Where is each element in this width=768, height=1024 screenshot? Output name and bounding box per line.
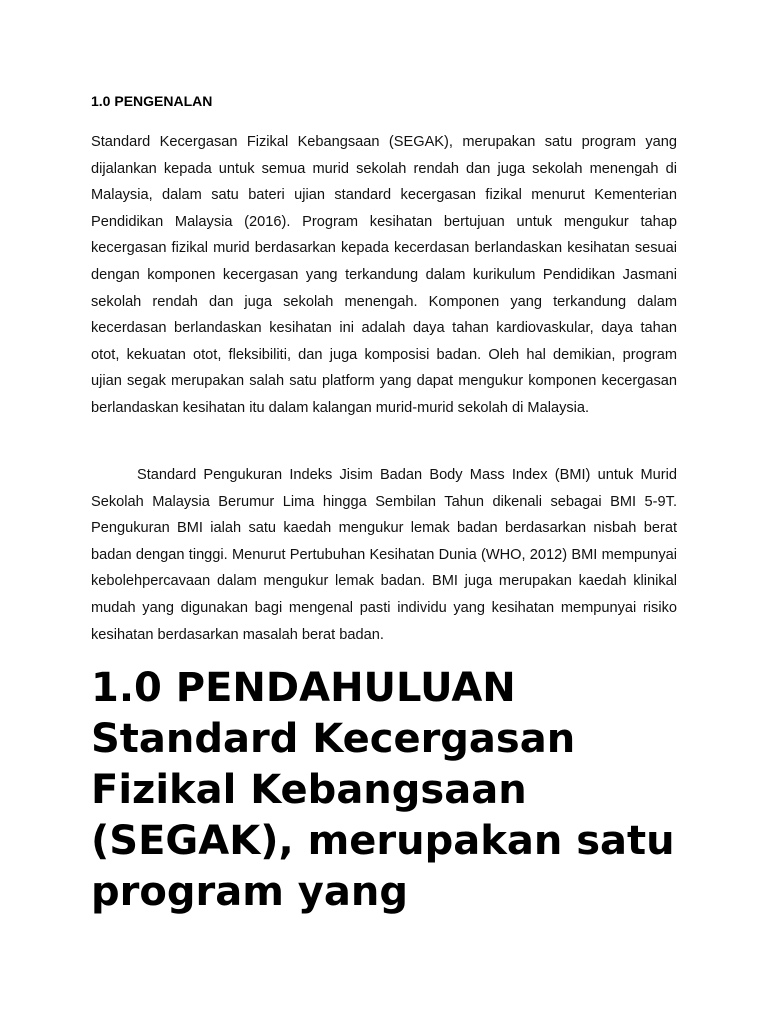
large-title: 1.0 PENDAHULUAN Standard Kecergasan Fizikal Kebangsaan (SEGAK), merupakan satu program yang	[91, 665, 675, 915]
section-heading: 1.0 PENGENALAN	[91, 93, 213, 109]
paragraph-2: Standard Pengukuran Indeks Jisim Badan Body Mass Index (BMI) untuk Murid Sekolah Malaysia Berumur Lima hingga Sembilan Tahun dikenali sebagai BMI 5-9T. Pengukuran BMI ialah satu kaedah mengukur lemak badan berdasarkan nisbah berat badan dengan tinggi. Menurut Pertubuhan Kesihatan Dunia (WHO, 2012) BMI mempunyai kebolehpercavaan dalam mengukur lemak badan. BMI juga merupakan kaedah klinikal mudah yang digunakan bagi mengenal pasti individu yang kesihatan mempunyai risiko kesihatan berdasarkan masalah berat badan.	[91, 467, 677, 643]
paragraph-1: Standard Kecergasan Fizikal Kebangsaan (SEGAK), merupakan satu program yang dijalankan kepada untuk semua murid sekolah rendah dan juga sekolah menengah di Malaysia, dalam satu bateri ujian standard kecergasan fizikal menurut Kementerian Pendidikan Malaysia (2016). Program kesihatan bertujuan untuk mengukur tahap kecergasan fizikal murid berdasarkan kepada kecerdasan berlandaskan kesihatan sesuai dengan komponen kecergasan yang terkandung dalam kurikulum Pendidikan Jasmani sekolah rendah dan juga sekolah menengah. Komponen yang terkandung dalam kecerdasan berlandaskan kesihatan ini adalah daya tahan kardiovaskular, daya tahan otot, kekuatan otot, fleksibiliti, dan juga komposisi badan. Oleh hal demikian, program ujian segak merupakan salah satu platform yang dapat mengukur komponen kecergasan berlandaskan kesihatan itu dalam kalangan murid-murid sekolah di Malaysia.	[91, 134, 677, 416]
